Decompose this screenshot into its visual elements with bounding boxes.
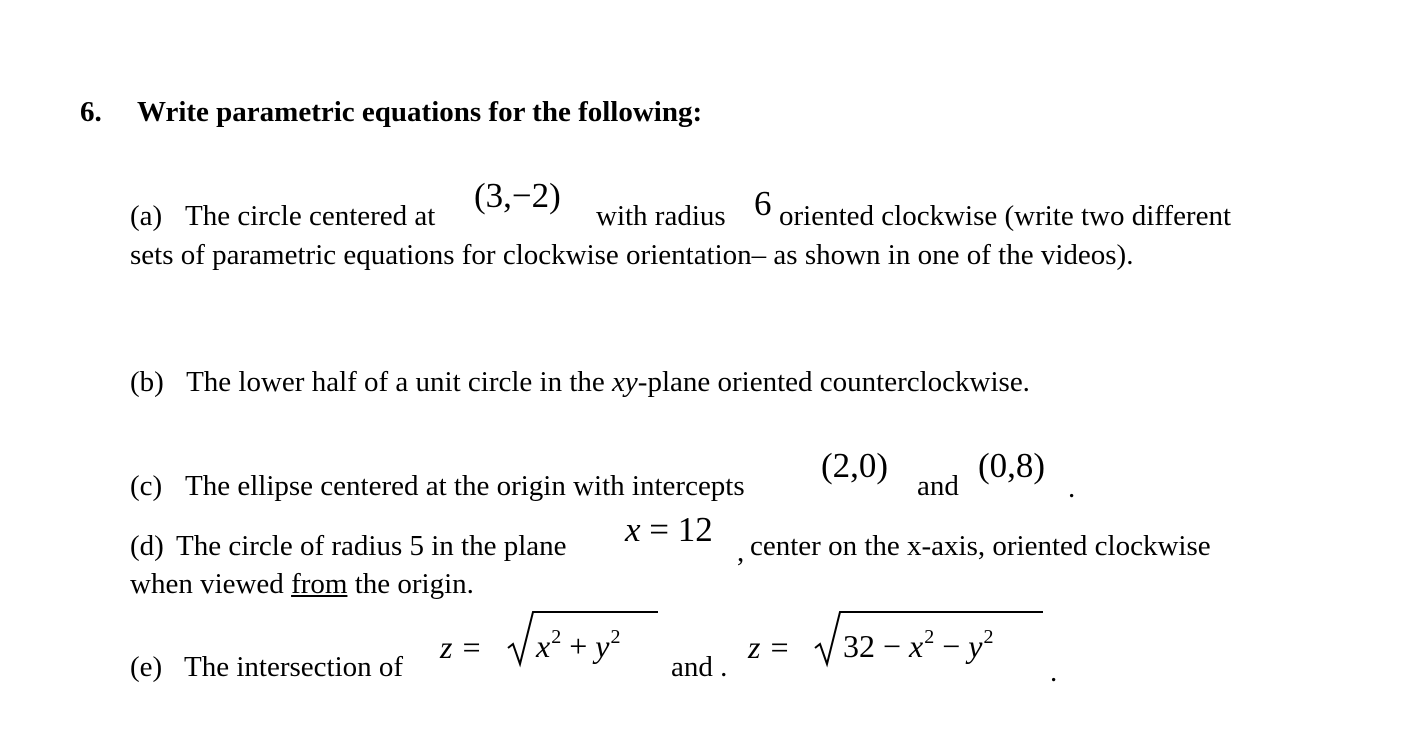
part-e-label: (e) [130,651,163,683]
part-e-eq2-radical [815,610,1043,670]
part-d-plane-equation [625,512,713,547]
part-d-line-2 [130,570,474,599]
part-e-period: . [1050,656,1058,688]
part-c-point-1: (2,0) [821,446,889,485]
part-d-plane-var: x [625,510,641,549]
part-d-plane-eq: = 12 [640,510,713,549]
part-e-eq2-y-exponent: 2 [983,626,994,648]
part-e-eq2-x-exponent: 2 [924,626,935,648]
part-e-eq1-x: x [536,628,551,664]
part-d-comma: , [737,536,745,568]
part-d-text-2: center on the x-axis, oriented clockwise [750,530,1211,562]
part-d-line-2-b: the origin. [347,568,474,600]
part-c-text-1: The ellipse centered at the origin with intercepts [185,470,745,502]
part-c-and: and [917,470,959,502]
part-e-eq2-const: 32 − [843,628,910,664]
part-c-period: . [1068,472,1076,504]
part-b-plane: xy [612,366,638,398]
part-e-eq2-minus: − [934,628,969,664]
part-e-eq1-x-exponent: 2 [551,626,562,648]
part-a-text-2: with radius [596,200,726,232]
part-d-text-1: The circle of radius 5 in the plane [176,530,567,562]
part-a-label: (a) [130,200,163,232]
part-a-radius: 6 [754,184,772,223]
part-e-eq1-y-exponent: 2 [610,626,621,648]
part-e-and: and . [671,651,728,683]
part-c-point-2: (0,8) [978,446,1046,485]
part-e-text-1: The intersection of [184,651,404,683]
part-a-line-2: sets of parametric equations for clockwise orientation– as shown in one of the videos). [130,239,1134,271]
part-b-text-1: The lower half of a unit circle in the [186,366,605,398]
part-e-eq1-lhs: z = [440,629,483,665]
part-d-line-2-underlined: from [291,568,348,600]
part-e-eq1-y: y [595,628,610,664]
part-e-eq2-lhs: z = [748,629,791,665]
part-b-line [130,368,1030,397]
part-c-label: (c) [130,470,163,502]
part-e-eq1-radicand [536,626,621,664]
part-b-text-2: -plane oriented counterclockwise. [637,366,1030,398]
part-b-label: (b) [130,366,164,398]
part-e-eq1-plus: + [561,628,596,664]
part-e-eq2-x: x [909,628,924,664]
part-d-line-2-a: when viewed [130,568,292,600]
part-e-eq2-radicand [843,626,994,664]
part-e-eq1-radical [508,610,658,670]
problem-number: 6. [80,96,102,128]
part-a-text-1: The circle centered at [185,200,436,232]
part-a-center: (3,−2) [474,176,561,215]
part-a-text-3: oriented clockwise (write two different [779,200,1232,232]
part-d-label: (d) [130,530,164,562]
problem-heading: Write parametric equations for the following: [137,96,703,128]
part-e-eq2-y: y [968,628,983,664]
